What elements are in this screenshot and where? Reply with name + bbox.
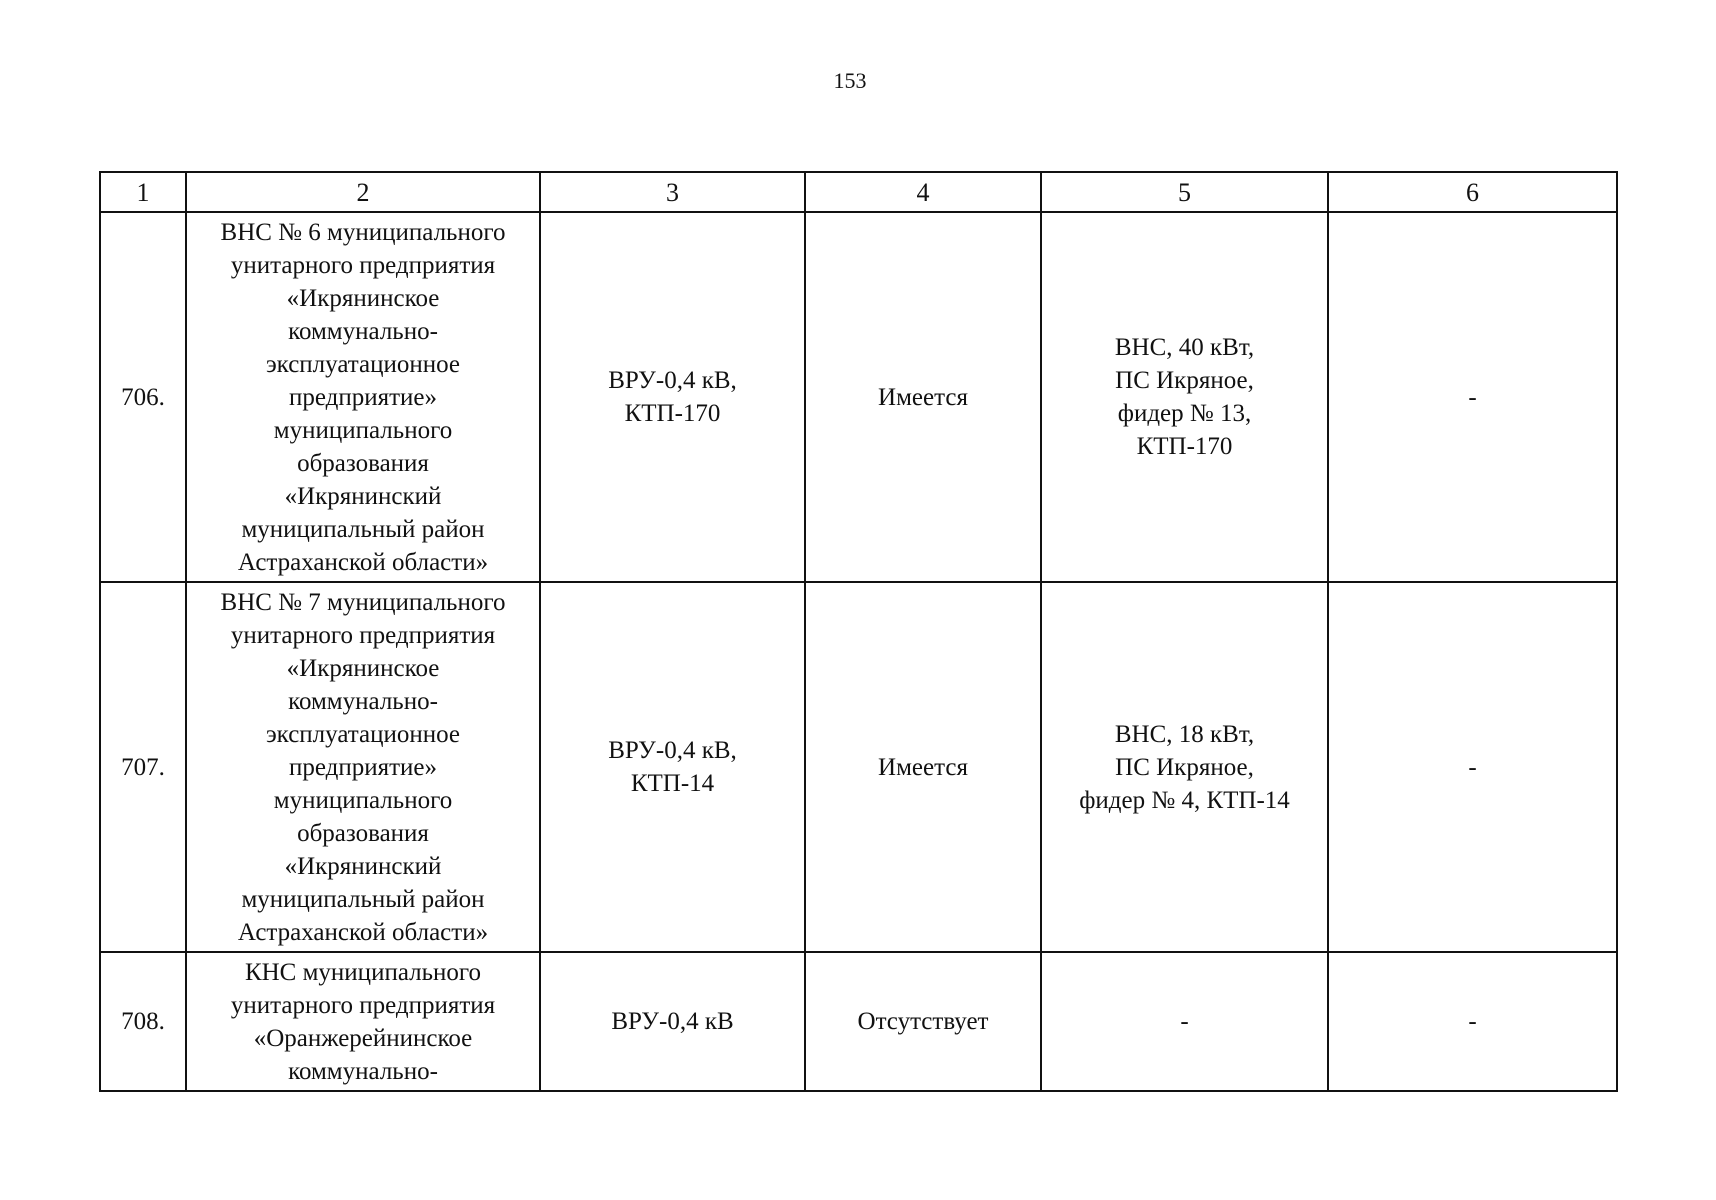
row-number: 708. xyxy=(100,952,186,1091)
status-cell: Имеется xyxy=(805,582,1041,952)
object-name-cell: КНС муниципального унитарного предприятия «Оранжерейнинское коммунально- xyxy=(186,952,540,1091)
column-header: 2 xyxy=(186,172,540,212)
supply-point-cell: ВРУ-0,4 кВ, КТП-170 xyxy=(540,212,805,582)
note-cell: - xyxy=(1328,212,1617,582)
table-row xyxy=(100,952,1617,1091)
object-name-cell: ВНС № 7 муниципального унитарного предприятия «Икрянинское коммунально- эксплуатационное предприятие» муниципального образования «Икрянинский муниципальный район Астраханской области» xyxy=(186,582,540,952)
row-number: 706. xyxy=(100,212,186,582)
table-header-row xyxy=(100,172,1617,212)
column-header: 5 xyxy=(1041,172,1328,212)
power-source-cell: - xyxy=(1041,952,1328,1091)
column-header: 6 xyxy=(1328,172,1617,212)
column-header: 4 xyxy=(805,172,1041,212)
row-number: 707. xyxy=(100,582,186,952)
note-cell: - xyxy=(1328,582,1617,952)
supply-point-cell: ВРУ-0,4 кВ xyxy=(540,952,805,1091)
page-number: 153 xyxy=(833,68,867,93)
note-cell: - xyxy=(1328,952,1617,1091)
table-row xyxy=(100,582,1617,952)
object-name-cell: ВНС № 6 муниципального унитарного предприятия «Икрянинское коммунально- эксплуатационное предприятие» муниципального образования «Икрянинский муниципальный район Астраханской области» xyxy=(186,212,540,582)
status-cell: Отсутствует xyxy=(805,952,1041,1091)
power-source-cell: ВНС, 40 кВт, ПС Икряное, фидер № 13, КТП-170 xyxy=(1041,212,1328,582)
status-cell: Имеется xyxy=(805,212,1041,582)
supply-point-cell: ВРУ-0,4 кВ, КТП-14 xyxy=(540,582,805,952)
power-source-cell: ВНС, 18 кВт, ПС Икряное, фидер № 4, КТП-14 xyxy=(1041,582,1328,952)
column-header: 3 xyxy=(540,172,805,212)
column-header: 1 xyxy=(100,172,186,212)
data-table xyxy=(99,171,1618,1092)
table-row xyxy=(100,212,1617,582)
